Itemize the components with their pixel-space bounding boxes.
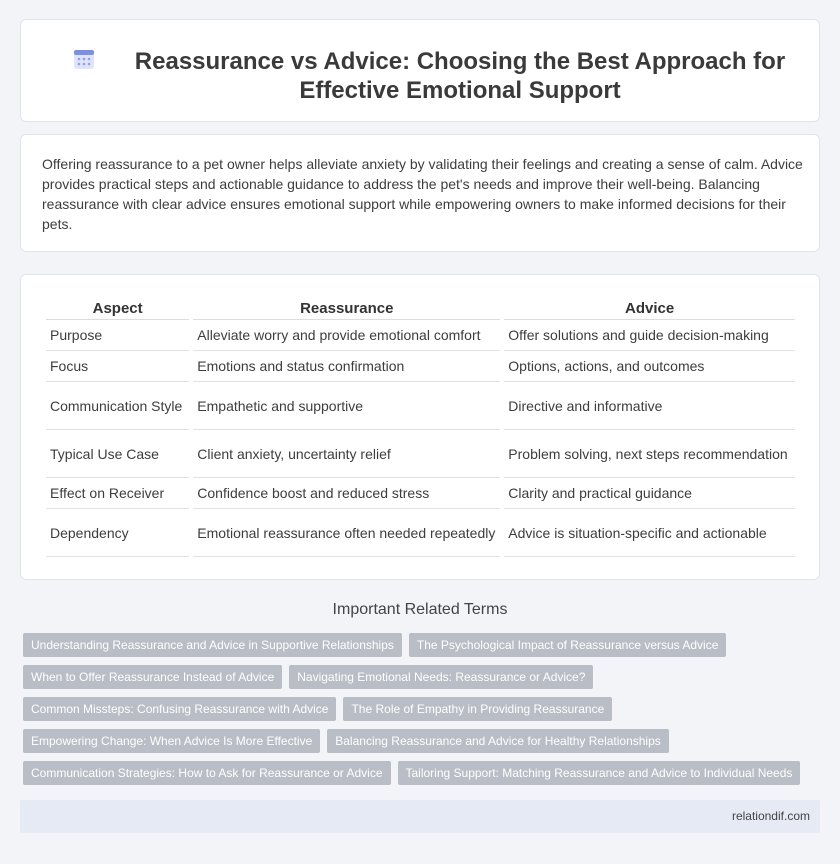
table-row	[46, 509, 795, 557]
related-terms-title: Important Related Terms	[332, 601, 508, 618]
table-row	[46, 351, 795, 382]
cell-reassurance: Confidence boost and reduced stress	[193, 478, 500, 509]
cell-aspect: Purpose	[46, 320, 189, 351]
calendar-icon	[72, 47, 96, 71]
page-title: Reassurance vs Advice: Choosing the Best Approach for Effective Emotional Support	[134, 48, 786, 104]
related-term-tag[interactable]: Communication Strategies: How to Ask for Reassurance or Advice	[23, 761, 391, 785]
table-row	[46, 382, 795, 430]
related-term-tag[interactable]: Navigating Emotional Needs: Reassurance or Advice?	[289, 665, 593, 689]
header-aspect: Aspect	[46, 294, 189, 320]
comparison-card	[20, 274, 820, 580]
cell-advice: Offer solutions and guide decision-making	[504, 320, 795, 351]
header-reassurance: Reassurance	[193, 294, 500, 320]
table-row	[46, 478, 795, 509]
cell-advice: Clarity and practical guidance	[504, 478, 795, 509]
cell-aspect: Dependency	[46, 509, 189, 557]
footer	[20, 800, 820, 833]
related-term-tag[interactable]: Understanding Reassurance and Advice in Supportive Relationships	[23, 633, 402, 657]
header-advice: Advice	[504, 294, 795, 320]
cell-advice: Problem solving, next steps recommendation	[504, 430, 795, 478]
cell-aspect: Communication Style	[46, 382, 189, 430]
cell-reassurance: Alleviate worry and provide emotional comfort	[193, 320, 500, 351]
table-header-row	[46, 294, 795, 320]
header-card	[20, 19, 820, 122]
cell-advice: Options, actions, and outcomes	[504, 351, 795, 382]
cell-aspect: Focus	[46, 351, 189, 382]
cell-reassurance: Emotions and status confirmation	[193, 351, 500, 382]
related-term-tag[interactable]: Common Missteps: Confusing Reassurance with Advice	[23, 697, 336, 721]
cell-reassurance: Client anxiety, uncertainty relief	[193, 430, 500, 478]
related-term-tag[interactable]: The Role of Empathy in Providing Reassurance	[343, 697, 612, 721]
related-term-tag[interactable]: Tailoring Support: Matching Reassurance and Advice to Individual Needs	[398, 761, 801, 785]
cell-aspect: Effect on Receiver	[46, 478, 189, 509]
related-term-tag[interactable]: Balancing Reassurance and Advice for Healthy Relationships	[327, 729, 669, 753]
related-term-tag[interactable]: The Psychological Impact of Reassurance versus Advice	[409, 633, 726, 657]
cell-reassurance: Empathetic and supportive	[193, 382, 500, 430]
intro-card	[20, 134, 820, 252]
comparison-table	[42, 294, 799, 557]
related-terms-list	[23, 633, 813, 793]
cell-advice: Advice is situation-specific and actionable	[504, 509, 795, 557]
related-term-tag[interactable]: When to Offer Reassurance Instead of Advice	[23, 665, 282, 689]
cell-aspect: Typical Use Case	[46, 430, 189, 478]
intro-text: Offering reassurance to a pet owner helps alleviate anxiety by validating their feelings and creating a sense of calm. Advice provides practical steps and actionable guidance to address the pet's needs and improve their well-being. Balancing reassurance with clear advice ensures emotional support while empowering owners to make informed decisions for their pets.	[42, 156, 803, 232]
footer-site-link[interactable]: relationdif.com	[731, 809, 810, 823]
related-term-tag[interactable]: Empowering Change: When Advice Is More Effective	[23, 729, 320, 753]
table-row	[46, 320, 795, 351]
cell-advice: Directive and informative	[504, 382, 795, 430]
cell-reassurance: Emotional reassurance often needed repeatedly	[193, 509, 500, 557]
table-row	[46, 430, 795, 478]
